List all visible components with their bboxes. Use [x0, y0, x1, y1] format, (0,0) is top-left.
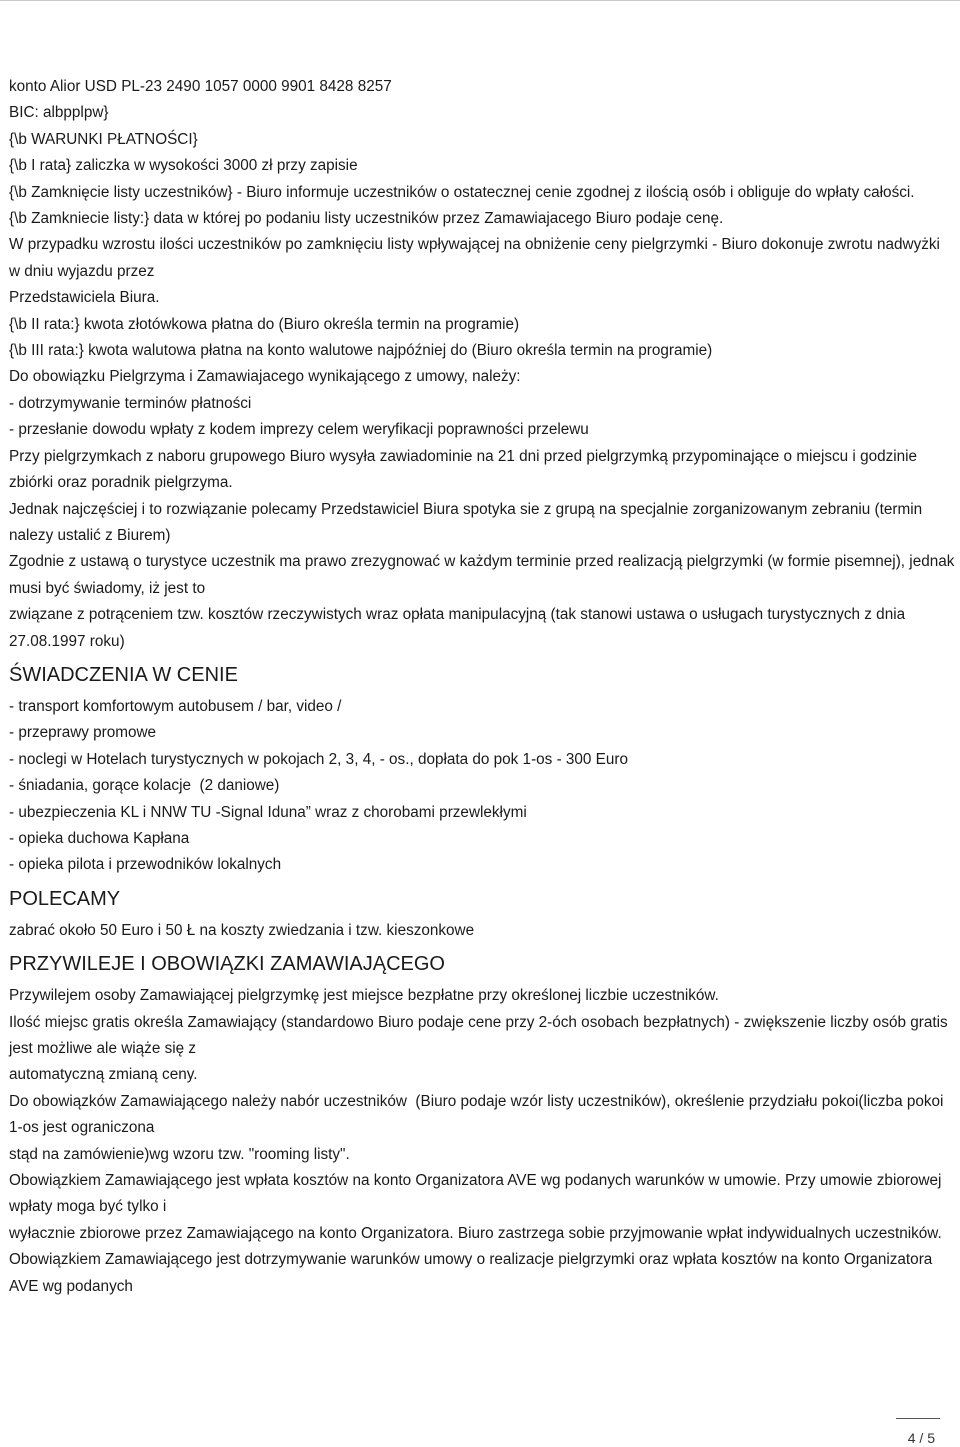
paragraph-line: - opieka pilota i przewodników lokalnych: [9, 856, 282, 874]
paragraph-line: Ilość miejsc gratis określa Zamawiający (standardowo Biuro podaje cene przy 2-óch osobach bezpłatnych) - zwiększenie liczby osób gratis jest możliwe ale wiąże się z: [9, 1013, 952, 1057]
paragraph-line: BIC: albpplpw}: [9, 104, 109, 122]
paragraph-line: - dotrzymywanie terminów płatności: [9, 394, 252, 412]
paragraph-line: Jednak najczęściej i to rozwiązanie polecamy Przedstawiciel Biura spotyka sie z grupą na specjalnie zorganizowanym zebraniu (termin nalezy ustalić z Biurem): [9, 500, 927, 544]
paragraph-line: - śniadania, gorące kolacje (2 daniowe): [9, 777, 280, 795]
paragraph-line: {\b I rata} zaliczka w wysokości 3000 zł przy zapisie: [9, 157, 358, 175]
paragraph-line: {\b Zamknięcie listy uczestników} - Biuro informuje uczestników o ostatecznej cenie zgodnej z ilością osób i obliguje do wpłaty całości.: [9, 183, 915, 201]
page-footer: [0, 1418, 960, 1447]
paragraph-line: automatyczną zmianą ceny.: [9, 1066, 198, 1084]
paragraph-line: Obowiązkiem Zamawiającego jest dotrzymywanie warunków umowy o realizacje pielgrzymki oraz wpłata kosztów na konto Organizatora AVE wg podanych: [9, 1251, 936, 1295]
paragraph-line: - opieka duchowa Kapłana: [9, 829, 190, 847]
paragraph-line: Obowiązkiem Zamawiającego jest wpłata kosztów na konto Organizatora AVE wg podanych warunków w umowie. Przy umowie zbiorowej wpłaty moga być tylko i: [9, 1172, 946, 1216]
paragraph-line: zabrać około 50 Euro i 50 Ł na koszty zwiedzania i tzw. kieszonkowe: [9, 921, 475, 939]
paragraph-line: Do obowiązków Zamawiającego należy nabór uczestników (Biuro podaje wzór listy uczestników), określenie przydziału pokoi(liczba pokoi 1-os jest ograniczona: [9, 1092, 948, 1137]
paragraph-line: Przedstawiciela Biura.: [9, 289, 160, 307]
paragraph-line: konto Alior USD PL-23 2490 1057 0000 9901 8428 8257: [9, 78, 392, 95]
paragraph-line: Przy pielgrzymkach z naboru grupowego Biuro wysyła zawiadominie na 21 dni przed pielgrzymką przypominające o miejscu i godzinie zbiórki oraz poradnik pielgrzyma.: [9, 447, 922, 492]
section-heading: ŚWIADCZENIA W CENIE: [9, 663, 238, 686]
paragraph-line: Zgodnie z ustawą o turystyce uczestnik ma prawo zrezygnować w każdym terminie przed realizacją pielgrzymki (w formie pisemnej), jednak musi być świadomy, iż jest to: [9, 553, 959, 597]
paragraph-line: związane z potrąceniem tzw. kosztów rzeczywistych wraz opłata manipulacyjną (tak stanowi ustawa o usługach turystycznych z dnia 27.08.1997 roku): [9, 606, 910, 650]
paragraph-line: - noclegi w Hotelach turystycznych w pokojach 2, 3, 4, - os., dopłata do pok 1-os - 300 Euro: [9, 750, 628, 768]
page-number: 4 / 5: [907, 1430, 935, 1446]
paragraph-line: - transport komfortowym autobusem / bar, video /: [9, 697, 342, 715]
paragraph-line: W przypadku wzrostu ilości uczestników po zamknięciu listy wpływającej na obniżenie ceny pielgrzymki - Biuro dokonuje zwrotu nadwyżki w dniu wyjazdu przez: [9, 236, 945, 280]
paragraph-line: - ubezpieczenia KL i NNW TU -Signal Iduna” wraz z chorobami przewlekłymi: [9, 803, 527, 821]
paragraph-line: {\b WARUNKI PŁATNOŚCI}: [9, 130, 198, 148]
paragraph-line: - przeprawy promowe: [9, 724, 157, 742]
paragraph-line: - przesłanie dowodu wpłaty z kodem imprezy celem weryfikacji poprawności przelewu: [9, 421, 589, 439]
paragraph-line: Do obowiązku Pielgrzyma i Zamawiajacego wynikającego z umowy, należy:: [9, 368, 521, 386]
section-heading: POLECAMY: [9, 887, 121, 910]
paragraph-line: {\b III rata:} kwota walutowa płatna na konto walutowe najpóźniej do (Biuro określa termin na programie): [9, 342, 713, 360]
paragraph-line: Przywilejem osoby Zamawiającej pielgrzymkę jest miejsce bezpłatne przy określonej liczbie uczestników.: [9, 987, 719, 1005]
paragraph-line: stąd na zamówienie)wg wzoru tzw. "rooming listy".: [9, 1145, 350, 1163]
paragraph-line: {\b II rata:} kwota złotówkowa płatna do (Biuro określa termin na programie): [9, 315, 520, 333]
top-border-line: [0, 0, 960, 1]
section-heading: PRZYWILEJE I OBOWIĄZKI ZAMAWIAJĄCEGO: [9, 953, 445, 976]
footer-rule: [896, 1418, 940, 1419]
document-body: [9, 74, 959, 1300]
paragraph-line: wyłacznie zbiorowe przez Zamawiającego na konto Organizatora. Biuro zastrzega sobie przyjmowanie wpłat indywidualnych uczestników.: [9, 1224, 942, 1242]
paragraph-line: {\b Zamkniecie listy:} data w której po podaniu listy uczestników przez Zamawiajacego Biuro podaje cenę.: [9, 210, 724, 228]
